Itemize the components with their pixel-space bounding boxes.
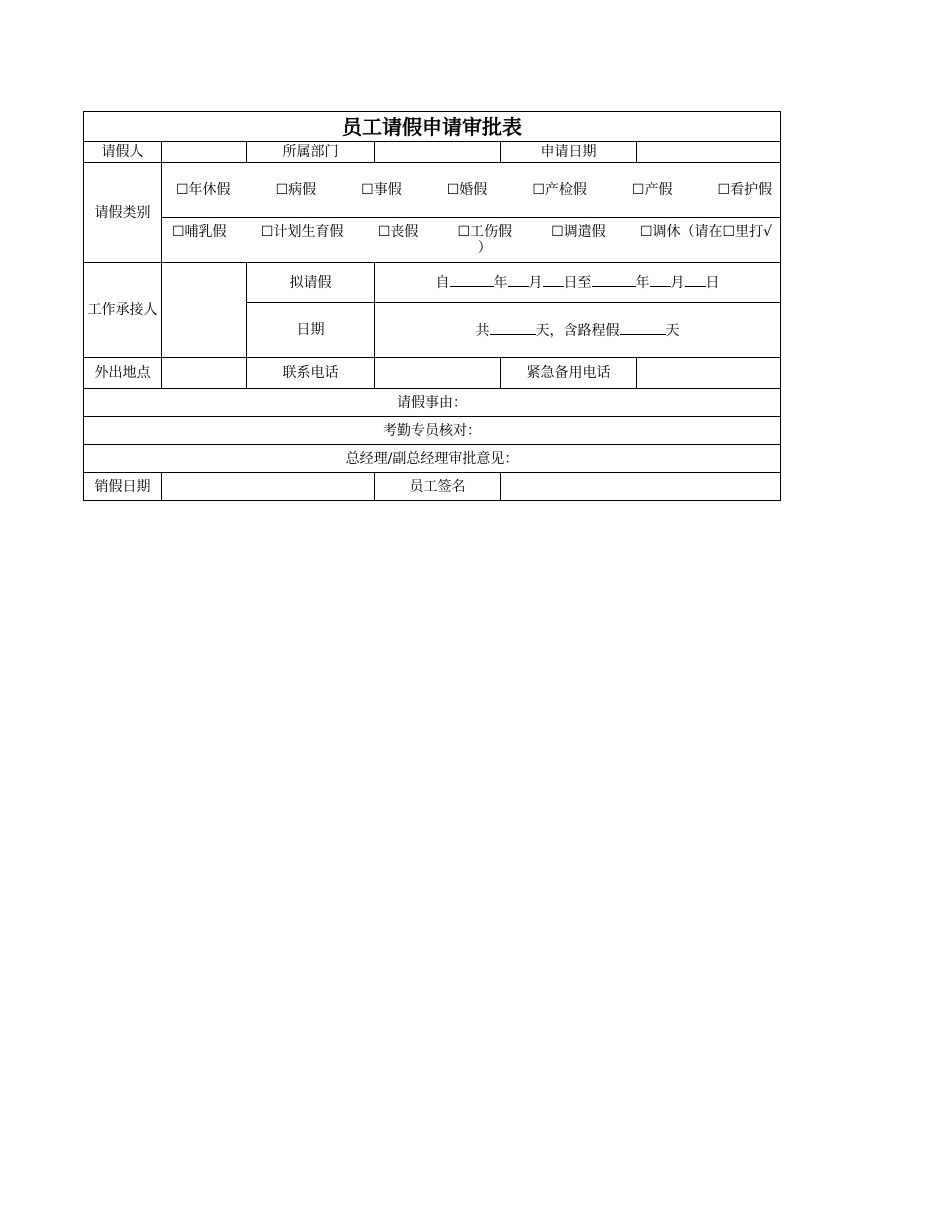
annual-leave-checkbox[interactable]: ☐年休假 [176,182,231,198]
apply-date-field[interactable] [637,142,781,163]
sick-leave-checkbox[interactable]: ☐病假 [275,182,317,198]
end-month-blank[interactable] [650,274,671,287]
total-text: 共 [475,322,490,339]
total-days-blank[interactable] [490,322,536,335]
gm-approval-row[interactable]: 总经理/副总经理审批意见： [84,445,781,473]
start-year-blank[interactable] [450,274,494,287]
prenatal-leave-checkbox[interactable]: ☐产检假 [532,182,587,198]
phone-field[interactable] [375,358,501,389]
month-text: 月 [670,275,685,291]
emergency-phone-field[interactable] [637,358,781,389]
location-field[interactable] [162,358,247,389]
start-month-blank[interactable] [508,274,529,287]
maternity-leave-checkbox[interactable]: ☐产假 [631,182,673,198]
personal-leave-checkbox[interactable]: ☐事假 [361,182,402,198]
leave-application-form [83,111,781,501]
date-label: 日期 [247,303,375,358]
year-text: 年 [493,275,508,291]
care-leave-checkbox[interactable]: ☐看护假 [717,182,773,198]
days-text: 天 [665,322,680,339]
bereavement-leave-checkbox[interactable]: ☐丧假 [377,224,419,240]
cancel-date-label: 销假日期 [84,473,162,501]
emergency-phone-label: 紧急备用电话 [501,358,637,389]
leave-duration [375,303,781,358]
end-day-blank[interactable] [685,274,706,287]
location-label: 外出地点 [84,358,162,389]
year-text: 年 [635,275,650,291]
signature-label: 员工签名 [375,473,501,501]
department-label: 所属部门 [247,142,375,163]
family-planning-leave-checkbox[interactable]: ☐计划生育假 [260,224,344,240]
department-field[interactable] [375,142,501,163]
month-text: 月 [528,275,543,291]
nursing-leave-checkbox[interactable]: ☐哺乳假 [172,224,227,240]
handover-field[interactable] [162,263,247,358]
leave-period [375,263,781,303]
applicant-label: 请假人 [84,142,162,163]
leave-reason-row[interactable]: 请假事由： [84,389,781,417]
day-to-text: 日至 [563,275,592,291]
leave-type-label: 请假类别 [84,163,162,263]
from-text: 自 [435,275,450,291]
form-title: 员工请假申请审批表 [84,112,781,142]
handover-label: 工作承接人 [84,263,162,358]
signature-field[interactable] [501,473,781,501]
apply-date-label: 申请日期 [501,142,637,163]
leave-type-line2 [162,218,781,263]
attendance-check-row[interactable]: 考勤专员核对： [84,417,781,445]
planned-leave-label: 拟请假 [247,263,375,303]
days-incl-text: 天，含路程假 [535,322,620,339]
compensatory-leave-checkbox[interactable]: ☐调休（请在☐里打√ [639,224,772,240]
leave-type-line1 [162,163,781,218]
day-text: 日 [705,275,720,291]
marriage-leave-checkbox[interactable]: ☐婚假 [446,182,488,198]
start-day-blank[interactable] [543,274,564,287]
travel-days-blank[interactable] [620,322,666,335]
end-year-blank[interactable] [592,274,636,287]
work-injury-leave-checkbox[interactable]: ☐工伤假 ） [457,224,512,256]
transfer-leave-checkbox[interactable]: ☐调遣假 [551,224,606,240]
cancel-date-field[interactable] [162,473,375,501]
phone-label: 联系电话 [247,358,375,389]
applicant-field[interactable] [162,142,247,163]
